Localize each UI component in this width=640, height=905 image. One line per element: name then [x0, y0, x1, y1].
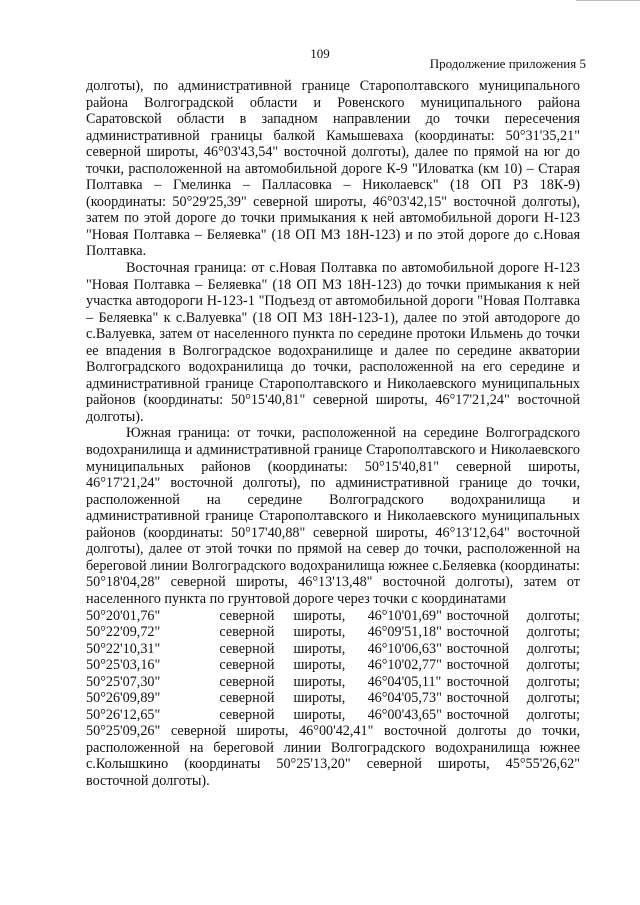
coordinates-cell: широты,: [293, 673, 346, 690]
coordinates-row: [86, 624, 580, 641]
coordinates-cell: 50°26'09,89": [86, 690, 161, 707]
coordinates-cell: 46°09'51,18": [367, 624, 442, 641]
coordinates-cell: широты,: [293, 706, 346, 723]
coordinates-cell: восточной: [446, 624, 510, 641]
coordinates-cell: долготы;: [526, 607, 580, 624]
coordinates-table: [86, 608, 580, 724]
coordinates-cell: 50°25'03,16": [86, 657, 161, 674]
coordinates-row: [86, 641, 580, 658]
coordinates-cell: широты,: [293, 690, 346, 707]
coordinates-cell: восточной: [446, 673, 510, 690]
coordinates-cell: широты,: [293, 640, 346, 657]
coordinates-cell: 46°10'01,69": [367, 607, 442, 624]
coordinates-cell: северной: [219, 673, 275, 690]
coordinates-cell: долготы;: [526, 624, 580, 641]
coordinates-cell: 50°22'10,31": [86, 640, 161, 657]
coordinates-cell: широты,: [293, 624, 346, 641]
coordinates-cell: восточной: [446, 607, 510, 624]
coordinates-cell: 46°04'05,11": [367, 673, 442, 690]
coordinates-row: [86, 674, 580, 691]
coordinates-cell: восточной: [446, 690, 510, 707]
coordinates-cell: северной: [219, 657, 275, 674]
coordinates-cell: восточной: [446, 706, 510, 723]
coordinates-cell: 50°20'01,76": [86, 607, 161, 624]
coordinates-cell: 50°22'09,72": [86, 624, 161, 641]
coordinates-row: [86, 657, 580, 674]
coordinates-cell: северной: [219, 640, 275, 657]
coordinates-cell: северной: [219, 624, 275, 641]
east-border-paragraph: Восточная граница: от с.Новая Полтавка по автомобильной дороге Н-123 "Новая Полтавка – Беляевка" (18 ОП МЗ 18Н-123) до точки примыкания к ней участка автодороги Н-123-1 "Подъезд от автомобильной дороги "Новая Полтавка – Беляевка" к с.Валуевка" (18 ОП МЗ 18Н-123-1), далее по этой автодороге до с.Валуевка, затем от населенного пункта по середине протоки Ильмень до точки ее впадения в Волгоградское водохранилище и далее по середине акватории Волгоградского водохранилища до точки, расположенной на его середине и административной границе Старополтавского и Николаевского муниципальных районов (координаты: 50°15'40,81" северной широты, 46°17'21,24" восточной долготы).: [86, 260, 580, 425]
coordinates-cell: 46°10'02,77": [367, 657, 442, 674]
coordinates-cell: долготы;: [526, 673, 580, 690]
coordinates-cell: широты,: [293, 607, 346, 624]
document-body: [86, 78, 580, 790]
coordinates-cell: северной: [219, 690, 275, 707]
north-border-continuation-paragraph: долготы), по административной границе Старополтавского муниципального района Волгоградской области и Ровенского муниципального района Саратовской области в западном направлении до точки пересечения административной границы балкой Камышеваха (координаты: 50°31'35,21" северной широты, 46°03'43,54" восточной долготы), далее по прямой на юг до точки, расположенной на автомобильной дороге К-9 "Иловатка (км 10) – Старая Полтавка – Гмелинка – Палласовка – Николаевск" (18 ОП РЗ 18К-9) (координаты: 50°29'25,39" северной широты, 46°03'42,15" восточной долготы), затем по этой дороге до точки примыкания к ней автомобильной дороги Н-123 "Новая Полтавка – Беляевка" (18 ОП МЗ 18Н-123) и по этой дороге до с.Новая Полтавка.: [86, 78, 580, 260]
coordinates-cell: 50°25'07,30": [86, 673, 161, 690]
coordinates-cell: 46°00'43,65": [367, 706, 442, 723]
appendix-continuation-label: Продолжение приложения 5: [429, 56, 586, 71]
coordinates-row: [86, 608, 580, 625]
south-border-paragraph: Южная граница: от точки, расположенной на середине Волгоградского водохранилища и административной границе Старополтавского и Николаевского муниципальных районов (координаты: 50°15'40,81" северной широты, 46°17'21,24" восточной долготы), по административной границе до точки, расположенной на середине Волгоградского водохранилища и административной границе Старополтавского и Николаевского муниципальных районов (координаты: 50°17'40,88" северной широты, 46°13'12,64" восточной долготы), далее от этой точки по прямой на север до точки, расположенной на береговой линии Волгоградского водохранилища южнее с.Беляевка (координаты: 50°18'04,28" северной широты, 46°13'13,48" восточной долготы), затем от населенного пункта по грунтовой дороге через точки с координатами: [86, 425, 580, 607]
coordinates-cell: 46°10'06,63": [367, 640, 442, 657]
coordinates-row: [86, 707, 580, 724]
coordinates-cell: северной: [219, 607, 275, 624]
coordinates-cell: долготы;: [526, 690, 580, 707]
coordinates-row: [86, 690, 580, 707]
coordinates-cell: долготы;: [526, 657, 580, 674]
coordinates-cell: 46°04'05,73": [367, 690, 442, 707]
coordinates-cell: 50°26'12,65": [86, 706, 161, 723]
coordinates-cell: восточной: [446, 657, 510, 674]
coordinates-cell: восточной: [446, 640, 510, 657]
coordinates-cell: долготы;: [526, 706, 580, 723]
south-border-final-paragraph: 50°25'09,26" северной широты, 46°00'42,41" восточной долготы до точки, расположенной на береговой линии Волгоградского водохранилища южнее с.Колышкино (координаты 50°25'13,20" северной широты, 45°55'26,62" восточной долготы).: [86, 723, 580, 789]
coordinates-cell: широты,: [293, 657, 346, 674]
top-edge-mark: [576, 0, 640, 4]
page-number: 109: [310, 46, 330, 61]
coordinates-cell: северной: [219, 706, 275, 723]
coordinates-cell: долготы;: [526, 640, 580, 657]
